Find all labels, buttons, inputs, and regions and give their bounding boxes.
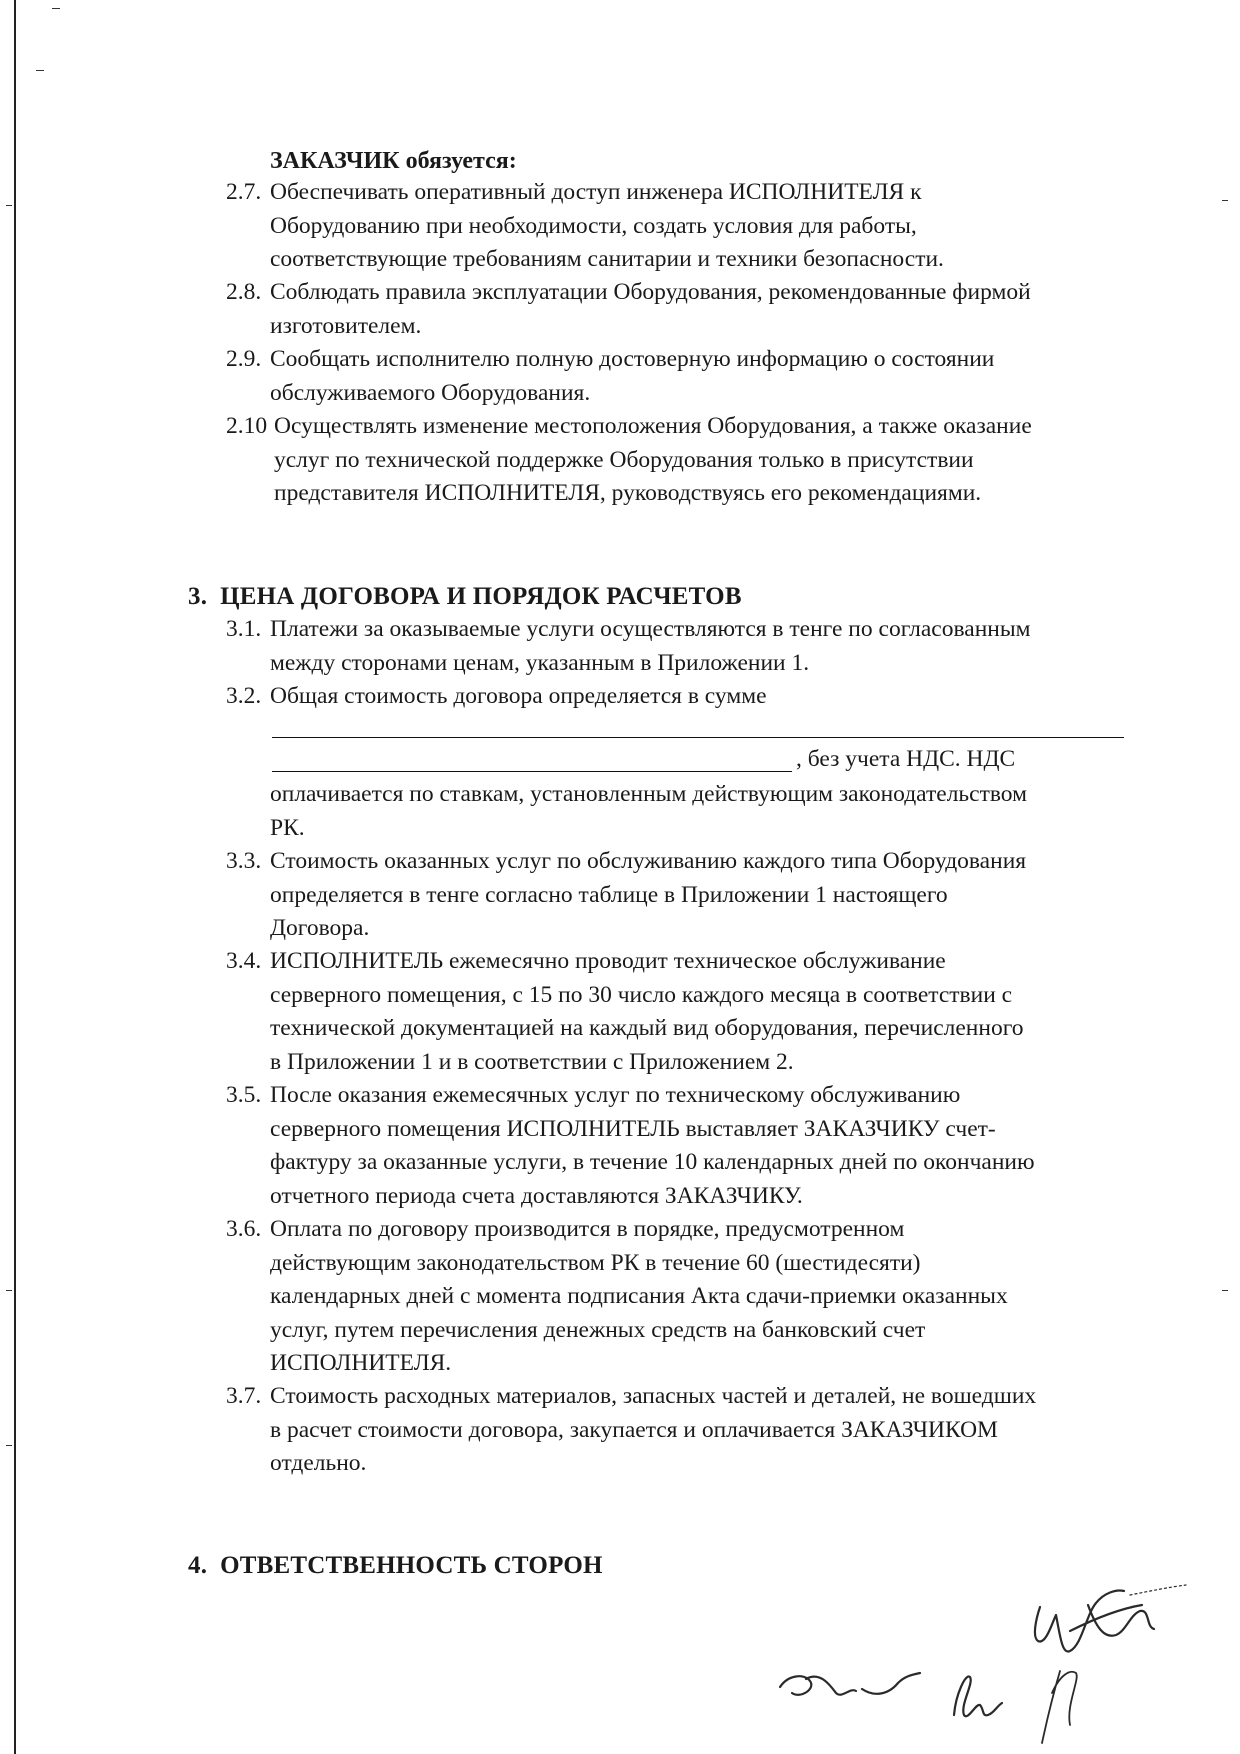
amount-blank-line xyxy=(272,737,1124,738)
vat-note: , без учета НДС. НДС xyxy=(796,746,1016,772)
section-3-heading xyxy=(188,583,742,611)
section-4-heading xyxy=(188,1552,603,1580)
clause-text: Обеспечивать оперативный доступ инженера ИСПОЛНИТЕЛЯ к Оборудованию при необходимости, создать условия для работы, соответствующие требованиям санитарии и техники безопасности. xyxy=(270,179,944,272)
clause-number: 3.7. xyxy=(226,1383,262,1409)
clause-text: Оплата по договору производится в порядке, предусмотренном действующим законодательством РК в течение 60 (шестидесяти) календарных дней с момента подписания Акта сдачи-приемки оказанных услуг, путем перечисления денежных средств на банковский счет ИСПОЛНИТЕЛЯ. xyxy=(270,1216,1008,1376)
clause-number: 3.2. xyxy=(226,683,262,709)
customer-obligations-title: ЗАКАЗЧИК обязуется: xyxy=(270,148,517,174)
scan-mark xyxy=(1222,1290,1228,1291)
scan-mark xyxy=(6,1445,12,1446)
clause-text: Сообщать исполнителю полную достоверную информацию о состоянии обслуживаемого Оборудования. xyxy=(270,346,995,406)
clause-number: 2.8. xyxy=(226,279,262,305)
handwritten-signatures-icon xyxy=(770,1575,1190,1745)
clause-number: 2.7. xyxy=(226,179,262,205)
amount-blank-line xyxy=(272,771,792,772)
clause-text: Соблюдать правила эксплуатации Оборудования, рекомендованные фирмой изготовителем. xyxy=(270,279,1031,339)
section-number: 4. xyxy=(188,1552,208,1579)
clause-number: 3.6. xyxy=(226,1216,262,1242)
clause-text: Стоимость оказанных услуг по обслуживанию каждого типа Оборудования определяется в тенге согласно таблице в Приложении 1 настоящего Договора. xyxy=(270,848,1027,941)
clause-text: ИСПОЛНИТЕЛЬ ежемесячно проводит техническое обслуживание серверного помещения, с 15 по 30 число каждого месяца в соответствии с технической документацией на каждый вид оборудования, перечисленного в Приложении 1 и в соответствии с Приложением 2. xyxy=(270,948,1024,1075)
scan-mark xyxy=(52,8,60,9)
clause-number: 2.10 xyxy=(226,413,268,439)
clause-number: 3.4. xyxy=(226,948,262,974)
scan-edge-line xyxy=(14,0,16,1754)
clause-text: Стоимость расходных материалов, запасных частей и деталей, не вошедших в расчет стоимости договора, закупается и оплачивается ЗАКАЗЧИКОМ отдельно. xyxy=(270,1383,1037,1476)
scan-mark xyxy=(6,205,12,206)
scan-mark xyxy=(1222,200,1228,201)
section-title: ЦЕНА ДОГОВОРА И ПОРЯДОК РАСЧЕТОВ xyxy=(220,583,742,610)
section-title: ОТВЕТСТВЕННОСТЬ СТОРОН xyxy=(220,1552,603,1579)
clause-text: Осуществлять изменение местоположения Оборудования, а также оказание услуг по технической поддержке Оборудования только в присутствии представителя ИСПОЛНИТЕЛЯ, руководствуясь его рекомендациями. xyxy=(274,413,1032,506)
clause-text: оплачивается по ставкам, установленным действующим законодательством РК. xyxy=(270,781,1027,841)
scan-mark xyxy=(36,70,44,71)
section-number: 3. xyxy=(188,583,208,610)
clause-number: 3.5. xyxy=(226,1082,262,1108)
clause-text: Общая стоимость договора определяется в сумме xyxy=(270,683,767,709)
clause-text: После оказания ежемесячных услуг по техническому обслуживанию серверного помещения ИСПОЛНИТЕЛЬ выставляет ЗАКАЗЧИКУ счет- фактуру за оказанные услуги, в течение 10 календарных дней по окончанию отчетного периода счета доставляются ЗАКАЗЧИКУ. xyxy=(270,1082,1035,1209)
clause-number: 3.1. xyxy=(226,616,262,642)
clause-text: Платежи за оказываемые услуги осуществляются в тенге по согласованным между сторонами ценам, указанным в Приложении 1. xyxy=(270,616,1031,676)
clause-number: 3.3. xyxy=(226,848,262,874)
scan-mark xyxy=(6,1290,12,1291)
clause-number: 2.9. xyxy=(226,346,262,372)
